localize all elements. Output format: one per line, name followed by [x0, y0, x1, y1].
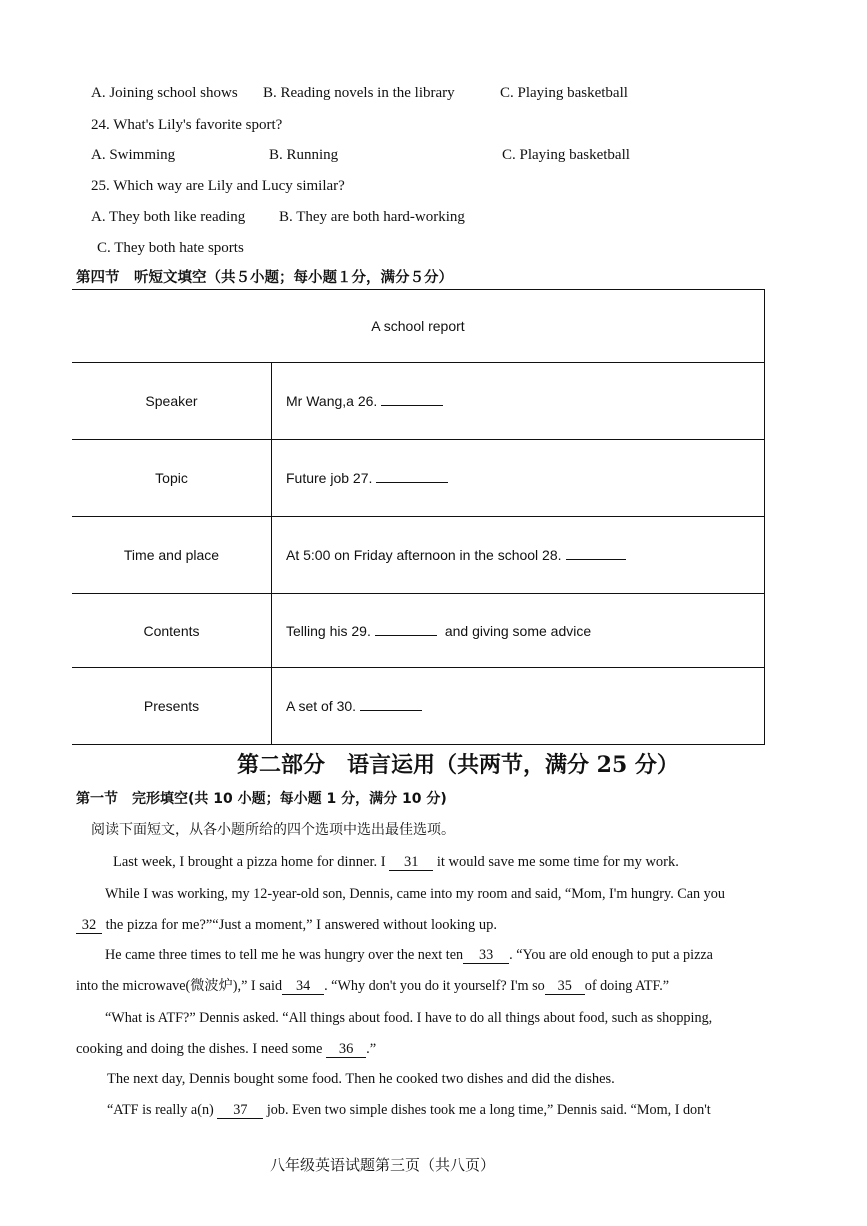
label-topic: Topic: [72, 440, 272, 517]
report-title: A school report: [72, 290, 765, 363]
passage-p1b: it would save me some time for my work.: [436, 854, 679, 870]
passage-line-7: [76, 1040, 376, 1058]
answer-blank-26[interactable]: [381, 393, 443, 406]
q24-option-a: A. Swimming: [91, 147, 176, 163]
answer-blank-28[interactable]: [566, 547, 626, 560]
passage-line-1: [113, 853, 679, 871]
report-row-time-place: [72, 517, 765, 594]
value-speaker-text: Mr Wang,a 26.: [286, 393, 378, 409]
blank-32[interactable]: 32: [76, 917, 102, 934]
page-footer: 八年级英语试题第三页（共八页）: [270, 1156, 496, 1174]
q23-option-a: A. Joining school shows: [91, 85, 238, 101]
value-time-place: [272, 517, 765, 594]
report-row-presents: [72, 668, 765, 745]
passage-line-2: While I was working, my 12-year-old son, Dennis, came into my room and said, “Mom, I'm hungry. Can you: [105, 886, 725, 902]
instruction: 阅读下面短文，从各小题所给的四个选项中选出最佳选项。: [91, 822, 455, 838]
report-title-row: [72, 290, 765, 363]
blank-31[interactable]: 31: [389, 854, 433, 871]
passage-line-8: The next day, Dennis bought some food. Then he cooked two dishes and did the dishes.: [107, 1071, 615, 1087]
report-row-topic: [72, 440, 765, 517]
passage-line-3: [76, 916, 497, 934]
label-presents: Presents: [72, 668, 272, 745]
passage-p2b: the pizza for me?”“Just a moment,” I answered without looking up.: [105, 917, 498, 933]
q23-option-c: C. Playing basketball: [500, 85, 628, 101]
label-speaker: Speaker: [72, 363, 272, 440]
blank-37[interactable]: 37: [217, 1102, 263, 1119]
passage-line-4: [105, 946, 713, 964]
report-row-speaker: [72, 363, 765, 440]
value-time-place-text: At 5:00 on Friday afternoon in the school 28.: [286, 547, 562, 563]
blank-35[interactable]: 35: [545, 978, 585, 995]
passage-p3e: of doing ATF.”: [584, 978, 670, 994]
value-topic: [272, 440, 765, 517]
q25-option-b: B. They are both hard-working: [279, 209, 465, 225]
passage-p3d: . “Why don't you do it yourself? I'm so: [324, 978, 545, 994]
value-topic-text: Future job 27.: [286, 470, 373, 486]
q25-option-c: C. They both hate sports: [97, 240, 244, 256]
value-speaker: [272, 363, 765, 440]
value-contents-after: and giving some advice: [444, 622, 592, 639]
value-contents: [272, 594, 765, 668]
q23-option-b: B. Reading novels in the library: [263, 85, 455, 101]
passage-p3b: . “You are old enough to put a pizza: [509, 947, 713, 963]
passage-p4b: cooking and doing the dishes. I need some: [76, 1041, 323, 1057]
value-contents-before: Telling his 29.: [286, 622, 371, 639]
section4-header: 第四节 听短文填空（共５小题；每小题１分，满分５分）: [76, 270, 453, 286]
q24-question: 24. What's Lily's favorite sport?: [91, 117, 283, 133]
passage-p3c: into the microwave(微波炉),” I said: [76, 978, 283, 994]
blank-34[interactable]: 34: [282, 978, 324, 995]
q24-option-b: B. Running: [269, 147, 339, 163]
blank-33[interactable]: 33: [463, 947, 509, 964]
passage-line-5: [76, 977, 669, 995]
passage-p3a: He came three times to tell me he was hungry over the next ten: [105, 947, 464, 963]
label-time-place: Time and place: [72, 517, 272, 594]
blank-36[interactable]: 36: [326, 1041, 366, 1058]
passage-p1a: Last week, I brought a pizza home for dinner. I: [113, 854, 386, 870]
passage-line-9: [107, 1101, 711, 1119]
q25-question: 25. Which way are Lily and Lucy similar?: [91, 178, 345, 194]
answer-blank-29[interactable]: [375, 623, 437, 636]
q24-option-c: C. Playing basketball: [502, 147, 630, 163]
answer-blank-30[interactable]: [360, 698, 422, 711]
part2-title: 第二部分 语言运用（共两节，满分 25 分）: [237, 752, 679, 778]
label-contents: Contents: [72, 594, 272, 668]
school-report-table: [72, 289, 765, 745]
passage-p6a: “ATF is really a(n): [107, 1102, 214, 1118]
value-presents-text: A set of 30.: [286, 698, 357, 714]
passage-p6b: job. Even two simple dishes took me a long time,” Dennis said. “Mom, I don't: [266, 1102, 711, 1118]
passage-line-6: “What is ATF?” Dennis asked. “All things about food. I have to do all things about food, such as shopping,: [105, 1010, 713, 1026]
q25-option-a: A. They both like reading: [91, 209, 246, 225]
report-row-contents: [72, 594, 765, 668]
section1-header: 第一节 完形填空(共 10 小题；每小题 1 分，满分 10 分): [76, 791, 447, 807]
value-presents: [272, 668, 765, 745]
passage-p4c: .”: [366, 1041, 377, 1057]
answer-blank-27[interactable]: [376, 470, 448, 483]
